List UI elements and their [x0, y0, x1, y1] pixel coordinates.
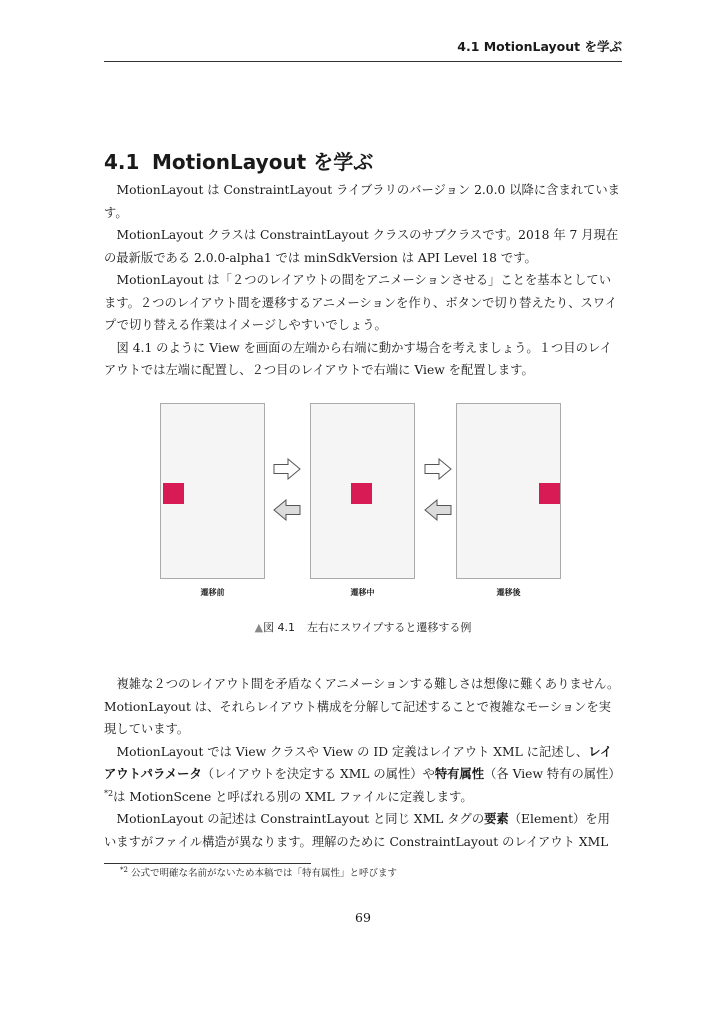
section-title-text: MotionLayout を学ぶ [152, 150, 374, 174]
screen-before [160, 403, 265, 579]
footnote-rule [104, 863, 311, 864]
paragraph [104, 741, 622, 809]
screen-during [310, 403, 415, 579]
label-before: 遷移前 [200, 588, 225, 597]
left-arrow-icon [424, 499, 452, 521]
header-rule [104, 61, 622, 62]
page-number: 69 [355, 910, 371, 925]
label-during: 遷移中 [350, 588, 375, 597]
footnote-ref: *2 [104, 788, 114, 798]
paragraph: MotionLayout は ConstraintLayout ライブラリのバージョン 2.0.0 以降に含まれています。 [104, 183, 620, 220]
paragraph: MotionLayout は「２つのレイアウトの間をアニメーションさせる」ことを基本としています。２つのレイアウト間を遷移するアニメーションを作り、ボタンで切り替えたり、スワイプで切り替える作業はイメージしやすいでしょう。 [104, 273, 618, 332]
footnote-text: 公式で明確な名前がないため本稿では「特有属性」と呼びます [131, 868, 398, 879]
caption-text: 左右にスワイプすると遷移する例 [307, 621, 472, 634]
term-specific-attribute: 特有属性 [434, 767, 485, 781]
term-element: 要素 [484, 812, 509, 826]
moving-view-square [539, 483, 560, 504]
right-arrow-icon [424, 458, 452, 480]
text-run: は MotionScene と呼ばれる別の XML ファイルに定義します。 [113, 789, 473, 804]
running-header: 4.1 MotionLayout を学ぶ [457, 39, 622, 54]
right-arrow-icon [273, 458, 301, 480]
moving-view-square [163, 483, 184, 504]
moving-view-square [351, 483, 372, 504]
body-text-bottom [104, 673, 622, 853]
paragraph: 図 4.1 のように View を画面の左端から右端に動かす場合を考えましょう。１つ目のレイアウトでは左端に配置し、２つ目のレイアウトで右端に View を配置します。 [104, 340, 612, 377]
text-run: （各 View 特有の属性） [484, 767, 621, 781]
caption-number: 図 4.1 [263, 621, 296, 634]
text-run: （Element）を用いますがファイル構造が異なります。理解のために ConstraintLayout のレイアウト XML [104, 812, 610, 849]
section-title [104, 148, 373, 176]
screen-after [456, 403, 561, 579]
footnote-marker: *2 [120, 865, 128, 874]
label-after: 遷移後 [496, 588, 521, 597]
figure-transition-example [150, 396, 580, 606]
section-number: 4.1 [104, 150, 140, 174]
footnote [120, 866, 397, 882]
figure-caption [104, 620, 622, 636]
caption-triangle-icon: ▲ [254, 621, 264, 634]
term-layout-parameter: レイアウトパラメータ [104, 744, 613, 781]
paragraph [104, 808, 622, 853]
left-arrow-icon [273, 499, 301, 521]
text-run: （レイアウトを決定する XML の属性）や [201, 767, 435, 781]
text-run: MotionLayout では View クラスや View の ID 定義はレイアウト XML に記述し、 [116, 744, 589, 759]
paragraph: MotionLayout クラスは ConstraintLayout クラスのサブクラスです。2018 年 7 月現在の最新版である 2.0.0-alpha1 では minSdkVersion は API Level 18 です。 [104, 228, 619, 265]
paragraph: 複雑な２つのレイアウト間を矛盾なくアニメーションする難しさは想像に難くありません。MotionLayout は、それらレイアウト構成を分解して記述することで複雑なモーションを実現しています。 [104, 677, 620, 736]
body-text-top [104, 179, 622, 382]
text-run: MotionLayout の記述は ConstraintLayout と同じ XML タグの [116, 812, 485, 826]
